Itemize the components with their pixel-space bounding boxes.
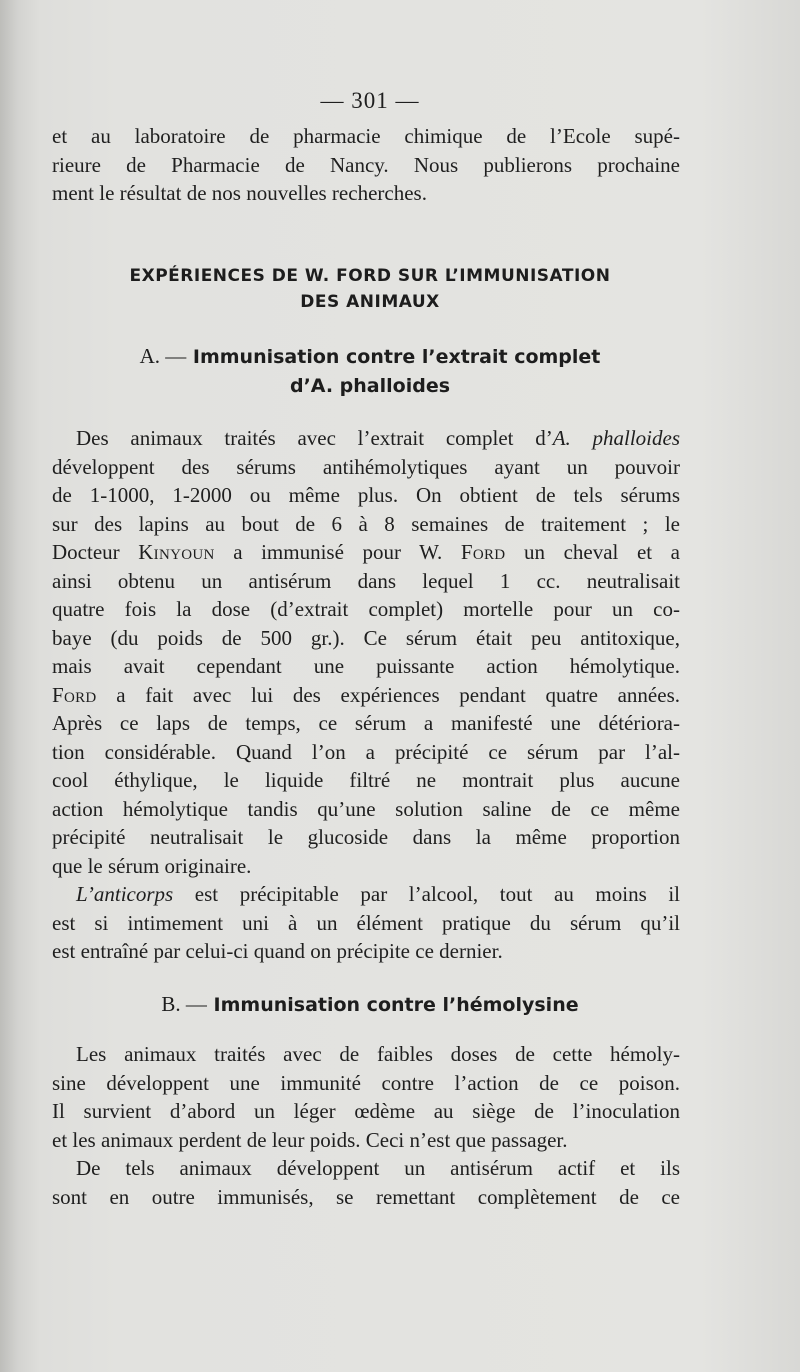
- text-line: Après ce laps de temps, ce sérum a manifesté une détériora-: [52, 711, 680, 735]
- text-line: baye (du poids de 500 gr.). Ce sérum était peu antitoxique,: [52, 625, 680, 650]
- text-line: précipité neutralisait le glucoside dans la même proportion: [52, 825, 680, 849]
- term-anticorps: L’anticorps: [76, 882, 174, 906]
- section-a-title: Immunisation contre l’extrait complet: [192, 346, 601, 368]
- text-line: et les animaux perdent de leur poids. Ceci n’est que passager.: [52, 1127, 568, 1152]
- text-run: a immunisé pour W.: [214, 540, 461, 564]
- text-line: cool éthylique, le liquide filtré ne montrait plus aucune: [52, 768, 680, 792]
- text-line: [52, 424, 680, 453]
- text-line: Il survient d’abord un léger œdème au siège de l’inoculation: [52, 1099, 680, 1123]
- text-line: développent des sérums antihémolytiques ayant un pouvoir: [52, 454, 680, 479]
- heading-line: [0, 990, 740, 1020]
- text-line: sur des lapins au bout de 6 à 8 semaines de traitement ; le: [52, 511, 680, 536]
- text-line: mais avait cependant une puissante action hémolytique.: [52, 654, 680, 678]
- text-line: tion considérable. Quand l’on a précipité ce sérum par l’al-: [52, 739, 680, 764]
- text-line: quatre fois la dose (d’extrait complet) mortelle pour un co-: [52, 597, 680, 621]
- section-b-prefix: B. —: [161, 992, 207, 1016]
- heading-line: EXPÉRIENCES DE W. FORD SUR L’IMMUNISATION: [129, 266, 611, 286]
- text-line: [52, 681, 680, 710]
- text-line: [52, 538, 680, 567]
- heading-line: DES ANIMAUX: [300, 292, 440, 312]
- person-name: Ford: [460, 540, 506, 564]
- text-line: [52, 880, 680, 909]
- person-name: Ford: [52, 682, 97, 707]
- text-line: et au laboratoire de pharmacie chimique de l’Ecole supé-: [52, 124, 680, 148]
- species-name: A. phalloides: [552, 426, 680, 450]
- text-line: sine développent une immunité contre l’action de ce poison.: [52, 1070, 680, 1095]
- text-line: ment le résultat de nos nouvelles recherches.: [52, 181, 427, 205]
- section-b-heading: [0, 990, 740, 1020]
- text-line: action hémolytique tandis qu’une solution saline de ce même: [52, 796, 680, 821]
- text-line: sont en outre immunisés, se remettant complètement de ce: [52, 1184, 680, 1209]
- section-main-heading: [0, 263, 740, 315]
- text-run: Des animaux traités avec l’extrait complet d’: [76, 426, 553, 450]
- page-number: — 301 —: [320, 88, 420, 113]
- text-run: Docteur: [52, 540, 139, 564]
- intro-paragraph: [52, 122, 680, 208]
- section-a-prefix: A. —: [139, 344, 187, 368]
- text-run: un cheval et a: [505, 540, 680, 564]
- text-run: a fait avec lui des expériences pendant quatre années.: [96, 682, 680, 707]
- section-a-heading: [0, 342, 740, 401]
- section-b-body: [52, 1040, 680, 1211]
- section-b-title: Immunisation contre l’hémolysine: [213, 994, 579, 1016]
- text-line: est si intimement uni à un élément pratique du sérum qu’il: [52, 910, 680, 935]
- text-line: de 1-1000, 1-2000 ou même plus. On obtient de tels sérums: [52, 483, 680, 507]
- person-name: Kinyoun: [138, 540, 215, 564]
- text-line: rieure de Pharmacie de Nancy. Nous publierons prochaine: [52, 152, 680, 177]
- heading-line: [0, 342, 740, 372]
- text-run: est précipitable par l’alcool, tout au moins il: [173, 882, 680, 906]
- section-a-body: [52, 424, 680, 966]
- heading-line: d’A. phalloides: [289, 375, 451, 397]
- text-line: ainsi obtenu un antisérum dans lequel 1 cc. neutralisait: [52, 568, 680, 593]
- text-line: est entraîné par celui-ci quand on précipite ce dernier.: [52, 939, 503, 963]
- text-line: que le sérum originaire.: [52, 853, 252, 878]
- text-line: Les animaux traités avec de faibles doses de cette hémoly-: [76, 1042, 680, 1066]
- text-line: De tels animaux développent un antisérum actif et ils: [76, 1156, 680, 1180]
